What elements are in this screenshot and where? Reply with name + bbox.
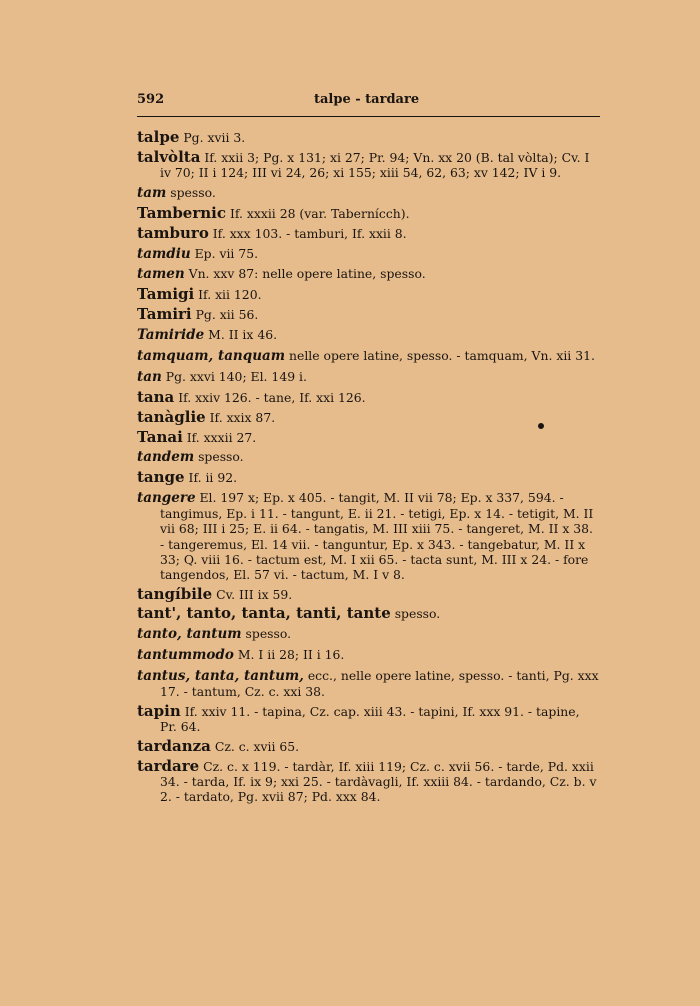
entry-headword: tant', tanto, tanta, tanti, tante <box>137 604 391 623</box>
running-head: talpe - tardare <box>314 92 420 107</box>
dictionary-entry <box>137 606 600 621</box>
entry-references: If. xxxii 27. <box>186 429 257 445</box>
entry-references: nelle opere latine, spesso. - tamquam, Vn. xii 31. <box>289 348 595 363</box>
entry-headword: talpe <box>137 128 180 146</box>
entry-headword: tam <box>137 184 167 201</box>
entry-references: If. xii 120. <box>198 287 262 303</box>
dictionary-entry <box>137 704 600 734</box>
entry-headword: tana <box>137 387 175 406</box>
entry-headword: tardare <box>137 757 200 776</box>
entry-references: Pg. xxvi 140; El. 149 i. <box>165 368 307 384</box>
entry-headword: tamquam, tanquam <box>137 348 286 364</box>
entry-references: If. ii 92. <box>188 470 238 486</box>
entry-headword: tanàglie <box>137 407 206 426</box>
entry-references: M. I ii 28; II i 16. <box>237 647 345 663</box>
dictionary-entry <box>137 223 600 242</box>
entry-references: If. xxxii 28 (var. Tabernícch). <box>229 205 410 221</box>
dictionary-entry <box>137 369 600 385</box>
entry-references: Ep. vii 75. <box>194 245 259 261</box>
dictionary-entry <box>137 584 600 603</box>
entry-references: Vn. xxv 87: nelle opere latine, spesso. <box>188 266 426 282</box>
dictionary-entry <box>137 647 600 663</box>
entry-headword: Tamigi <box>137 285 195 304</box>
entry-references: Cz. c. x 119. - tardàr, If. xiii 119; Cz. c. xvii 56. - tarde, Pd. xxii 34. - tarda, If. ix 9; xxi 25. - tardàvagli, If. xxiii 84. - tardando, Cz. b. v 2. - tardato, Pg. xvii 87; Pd. xxx 84. <box>160 759 597 805</box>
ink-speck <box>538 423 544 429</box>
entry-references: ecc., nelle opere latine, spesso. - tanti, Pg. xxx 17. - tantum, Cz. c. xxi 38. <box>160 668 599 700</box>
entry-references: Cv. III ix 59. <box>216 586 293 602</box>
entry-references: If. xxiv 126. - tane, If. xxi 126. <box>178 389 366 405</box>
entry-headword: Tamiri <box>137 305 192 324</box>
entry-headword: tan <box>137 368 162 385</box>
dictionary-entry <box>137 626 600 642</box>
entry-references: If. xxx 103. - tamburi, If. xxii 8. <box>212 225 407 241</box>
entry-headword: Tamiride <box>137 327 205 344</box>
dictionary-entry <box>137 246 600 262</box>
entry-references: Pg. xvii 3. <box>183 130 246 145</box>
dictionary-entry <box>137 739 600 754</box>
entry-headword: tamburo <box>137 223 209 242</box>
dictionary-entry <box>137 490 600 582</box>
dictionary-entry <box>137 266 600 282</box>
dictionary-entry <box>137 203 600 222</box>
entry-headword: tange <box>137 468 185 487</box>
entry-references: spesso. <box>170 184 216 200</box>
entry-references: spesso. <box>245 626 292 642</box>
dictionary-entry <box>137 348 600 364</box>
entry-references: Pg. xii 56. <box>195 307 259 323</box>
dictionary-entry <box>137 387 600 406</box>
dictionary-entry <box>137 147 600 180</box>
entry-references: spesso. <box>198 449 244 465</box>
entry-headword: tangere <box>137 490 196 507</box>
entry-references: spesso. <box>394 606 441 622</box>
dictionary-entry <box>137 427 600 446</box>
header-rule <box>137 116 600 117</box>
entry-headword: tantus, tanta, tantum, <box>137 668 304 685</box>
dictionary-entry <box>137 470 600 485</box>
entry-references: M. II ix 46. <box>208 327 278 343</box>
entry-references: If. xxix 87. <box>209 409 276 425</box>
entry-references: Cz. c. xvii 65. <box>214 739 300 755</box>
entry-headword: tantummodo <box>137 647 234 664</box>
entry-headword: Tanai <box>137 427 183 446</box>
dictionary-entry <box>137 327 600 343</box>
entry-headword: tangíbile <box>137 584 213 603</box>
entry-list <box>137 130 600 809</box>
entry-headword: talvòlta <box>137 147 201 166</box>
entry-headword: tamen <box>137 266 185 283</box>
dictionary-entry <box>137 759 600 804</box>
dictionary-entry <box>137 668 600 699</box>
entry-headword: tamdiu <box>137 245 191 262</box>
entry-headword: tardanza <box>137 737 211 756</box>
dictionary-entry <box>137 130 600 145</box>
entry-references: If. xxii 3; Pg. x 131; xi 27; Pr. 94; Vn. xx 20 (B. tal vòlta); Cv. I iv 70; II i 124; III vi 24, 26; xi 155; xiii 54, 62, 63; xv 142; IV i 9. <box>160 149 590 180</box>
dictionary-entry <box>137 307 600 322</box>
dictionary-entry <box>137 185 600 201</box>
entry-references: El. 197 x; Ep. x 405. - tangit, M. II vii 78; Ep. x 337, 594. - tangimus, Ep. i 11. - tangunt, E. ii 21. - tetigi, Ep. x 14. - tetigit, M. II vii 68; III i 25; E. ii 64. - tangatis, M. III xiii 75. - tangeret, M. II x 38. - tangeremus, El. 14 vii. - tanguntur, Ep. x 343. - tangebatur, M. II x 33; Q. viii 16. - tactum est, M. I xii 65. - tacta sunt, M. III x 24. - fore tangendos, El. 57 vi. - tactum, M. I v 8. <box>160 490 594 582</box>
entry-headword: tapin <box>137 702 181 721</box>
dictionary-entry <box>137 449 600 465</box>
entry-headword: tandem <box>137 449 195 466</box>
page-number: 592 <box>137 92 165 107</box>
entry-headword: tanto, tantum <box>137 626 242 643</box>
entry-headword: Tambernic <box>137 203 226 222</box>
dictionary-entry <box>137 287 600 302</box>
dictionary-entry <box>137 407 600 426</box>
entry-references: If. xxiv 11. - tapina, Cz. cap. xiii 43. - tapini, If. xxx 91. - tapine, Pr. 64. <box>160 704 580 735</box>
